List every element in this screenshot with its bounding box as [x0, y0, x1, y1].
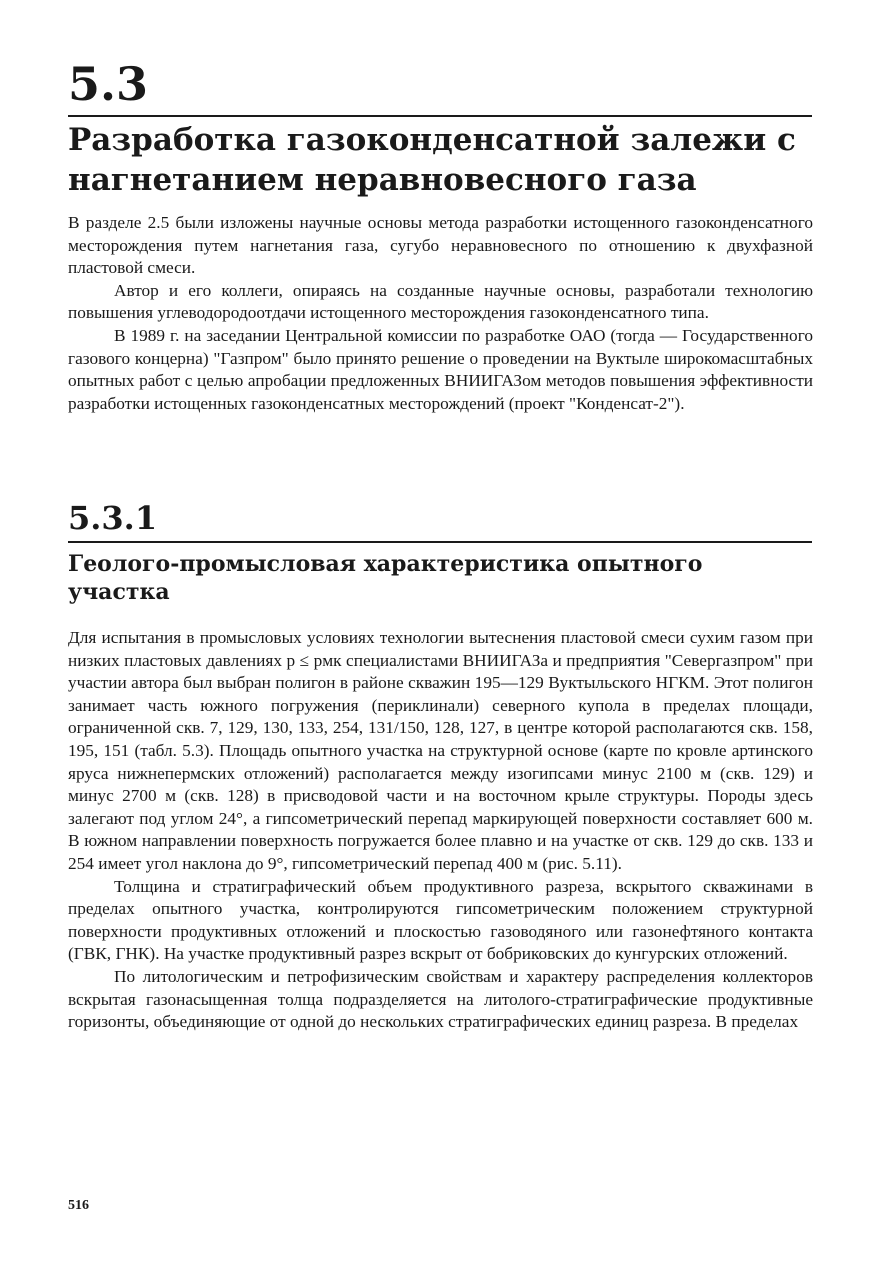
paragraph: Для испытания в промысловых условиях технологии вытеснения пластовой смеси сухим газом при низких пластовых давлениях p ≤ pмк специалистами ВНИИГАЗа и предприятия "Севергазпром" при участии автора был выбран полигон в районе скважин 195—129 Вуктыльского НГКМ. Этот полигон занимает часть южного погружения (периклинали) северного купола в пределах площади, ограниченной скв. 7, 129, 130, 133, 254, 131/150, 128, 127, в центре которой располагаются скв. 158, 195, 151 (табл. 5.3). Площадь опытного участка на структурной основе (карте по кровле артинского яруса нижнепермских отложений) располагается между изогипсами минус 2100 м (скв. 129) и минус 2700 м (скв. 128) в присводовой части и на восточном крыле структуры. Породы здесь залегают под углом 24°, а гипсометрический перепад маркирующей поверхности составляет 600 м. В южном направлении поверхность погружается более плавно и на участке от скв. 129 до скв. 133 и 254 имеет угол наклона до 9°, гипсометрический перепад 400 м (рис. 5.11).: [68, 628, 813, 873]
subsection-body: [68, 627, 813, 1034]
paragraph: В разделе 2.5 были изложены научные основы метода разработки истощенного газоконденсатного месторождения путем нагнетания газа, сугубо неравновесного по отношению к двухфазной пластовой смеси.: [68, 213, 813, 278]
paragraph: Толщина и стратиграфический объем продуктивного разреза, вскрытого скважинами в пределах опытного участка, контролируются гипсометрическим положением структурной поверхности продуктивных отложений и плоскостью газоводяного или газонефтяного контакта (ГВК, ГНК). На участке продуктивный разрез вскрыт от бобриковских до кунгурских отложений.: [68, 876, 813, 964]
paragraph: В 1989 г. на заседании Центральной комиссии по разработке ОАО (тогда — Государственного газового концерна) "Газпром" было принято решение о проведении на Вуктыле широкомасштабных опытных работ с целью апробации предложенных ВНИИГАЗом методов повышения эффективности разработки истощенных газоконденсатных месторождений (проект "Конденсат-2").: [68, 325, 813, 413]
section-title: Разработка газоконденсатной залежи с нагнетанием неравновесного газа: [68, 122, 796, 198]
page-number: 516: [68, 1198, 89, 1213]
subsection-title: Геолого-промысловая характеристика опытного участка: [68, 551, 703, 605]
section-rule: [68, 115, 812, 117]
paragraph: Автор и его коллеги, опираясь на созданные научные основы, разработали технологию повышения углеводородоотдачи истощенного месторождения газоконденсатного типа.: [68, 280, 813, 323]
section-intro: [68, 212, 813, 415]
subsection-rule: [68, 541, 812, 543]
paragraph: По литологическим и петрофизическим свойствам и характеру распределения коллекторов вскрытая газонасыщенная толща подразделяется на литолого-стратиграфические продуктивные горизонты, объединяющие от одной до нескольких стратиграфических единиц разреза. В пределах: [68, 966, 813, 1032]
section-number: 5.3: [68, 57, 149, 111]
subsection-number: 5.3.1: [68, 499, 158, 537]
